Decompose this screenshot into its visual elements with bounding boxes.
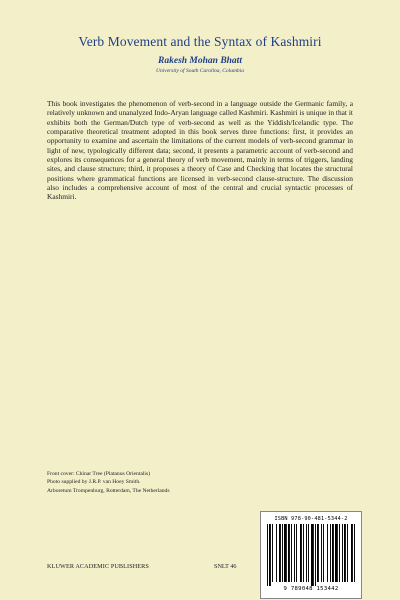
barcode-bar — [330, 524, 331, 582]
barcode-bar — [288, 524, 290, 582]
barcode-bar — [294, 524, 295, 582]
barcode-bar — [311, 524, 314, 586]
isbn-number: ISBN 978-90-481-5344-2 — [274, 516, 348, 522]
barcode-bar — [354, 524, 355, 582]
barcode-bar — [347, 524, 348, 582]
book-description: This book investigates the phenomenon of verb-second in a language outside the Germanic family, a relatively unknown and unanalyzed Indo-Aryan language called Kashmiri. Kashmiri is unique in that it exhibits both the German/Dutch type of verb-second as well as the Yiddish/Icelandic type. The comparative theoretical treatment adopted in this book serves three functions: first, it provides an opportunity to examine and ascertain the limitations of the current models of verb-second grammar in light of new, typologically different data; second, it presents a parametric account of verb-second and explores its consequences for a general theory of verb movement, mainly in terms of triggers, landing sites, and clause structure; third, it proposes a theory of Case and Checking that locates the structural positions where grammatical functions are licensed in verb-second clause-structure. The discussion also includes a comprehensive account of most of the central and crucial syntactic processes of Kashmiri. — [47, 99, 353, 202]
barcode-bar — [321, 524, 322, 582]
barcode-bar — [342, 524, 343, 582]
barcode-bar — [279, 524, 281, 582]
barcode-bar — [344, 524, 346, 582]
barcode-bar — [315, 524, 316, 586]
barcode-bar — [303, 524, 304, 582]
credit-line-arboretum: Arboretum Trompenburg, Rotterdam, The Netherlands — [47, 487, 170, 494]
barcode-digits: 9 789048 153442 — [283, 586, 339, 592]
barcode-bar — [300, 524, 302, 582]
barcode-bar — [306, 524, 307, 582]
barcode-bar — [267, 524, 268, 586]
barcode-bar — [351, 524, 353, 582]
author-affiliation: University of South Carolina, Columbia — [156, 68, 244, 74]
credit-line-cover: Front cover: Chinar Tree (Platanus Orientalis) — [47, 471, 151, 477]
barcode-bar — [317, 524, 319, 582]
barcode-bar — [323, 524, 324, 582]
barcode-bar — [335, 524, 338, 582]
barcode-bar — [327, 524, 328, 582]
barcode-bar — [308, 524, 309, 582]
barcode-bar — [332, 524, 334, 582]
cover-credits — [47, 470, 267, 495]
publisher-name: KLUWER ACADEMIC PUBLISHERS — [47, 563, 149, 570]
barcode-bar — [269, 524, 271, 586]
barcode-image — [267, 524, 355, 586]
barcode-bar — [272, 524, 273, 582]
credit-line-photo: Photo supplied by J.R.P. van Hoey Smith. — [47, 479, 141, 486]
barcode-bar — [291, 524, 292, 582]
book-title: Verb Movement and the Syntax of Kashmiri — [78, 34, 322, 49]
barcode-bar — [339, 524, 340, 582]
author-name: Rakesh Mohan Bhatt — [158, 56, 242, 66]
isbn-barcode-block — [260, 511, 362, 599]
series-label: SNLT 46 — [214, 563, 237, 570]
barcode-bar — [282, 524, 283, 582]
barcode-bar — [276, 524, 277, 582]
barcode-bar — [284, 524, 287, 582]
barcode-bar — [296, 524, 297, 582]
